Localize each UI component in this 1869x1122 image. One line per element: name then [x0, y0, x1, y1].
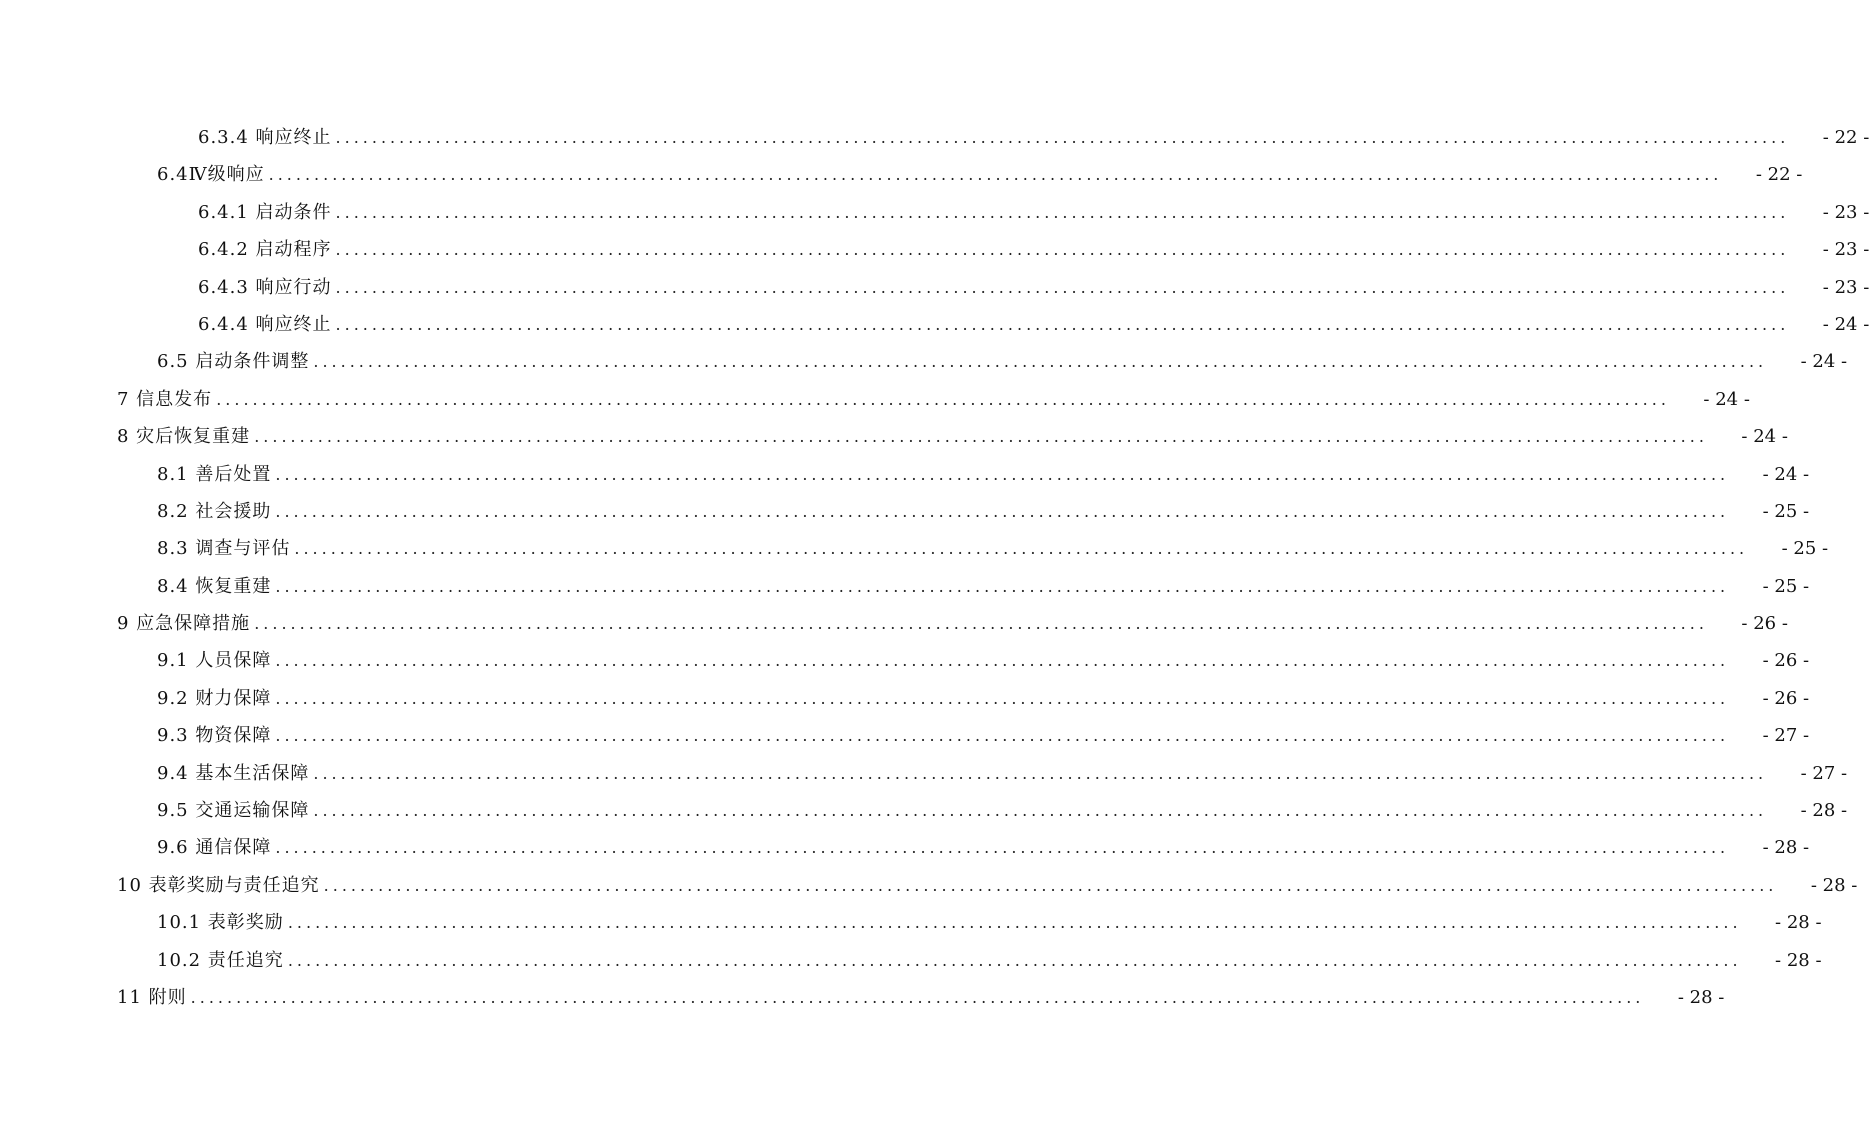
toc-page-number: - 26 - [1741, 613, 1788, 635]
toc-dot-leader: ................................................................................................................................................................ [313, 763, 1768, 783]
toc-entry[interactable] [0, 979, 1725, 1016]
toc-entry-title: 6.5 启动条件调整 [157, 351, 310, 373]
toc-dot-leader: ................................................................................................................................................................ [335, 128, 1790, 147]
toc-entry-title: 9.1 人员保障 [157, 650, 272, 672]
toc-entry[interactable] [0, 269, 1869, 306]
toc-page-number: - 24 - [1800, 351, 1848, 373]
toc-page-number: - 24 - [1741, 426, 1788, 448]
toc-page-number: - 28 - [1810, 874, 1858, 896]
toc-page-number: - 27 - [1800, 762, 1848, 784]
toc-dot-leader: ................................................................................................................................................................ [335, 277, 1790, 297]
toc-entry[interactable] [0, 755, 1848, 792]
toc-entry[interactable] [0, 381, 1750, 418]
toc-entry-title: 7 信息发布 [117, 388, 213, 410]
toc-entry-title: 6.4.1 启动条件 [198, 201, 332, 223]
toc-page-number: - 28 - [1800, 800, 1848, 822]
toc-dot-leader: ................................................................................................................................................................ [275, 726, 1730, 746]
toc-page-number: - 24 - [1822, 313, 1869, 335]
toc-entry[interactable] [0, 231, 1869, 268]
toc-page-number: - 24 - [1762, 463, 1810, 485]
toc-entry-title: 6.4.4 响应终止 [198, 313, 332, 335]
toc-page-number: - 28 - [1775, 949, 1822, 971]
toc-page-number: - 25 - [1781, 538, 1829, 560]
toc-entry-title: 9.2 财力保障 [157, 687, 272, 709]
toc-dot-leader: ................................................................................................................................................................ [313, 801, 1768, 821]
toc-entry-title: 9.3 物资保障 [157, 725, 272, 747]
toc-dot-leader: ................................................................................................................................................................ [335, 202, 1790, 222]
toc-entry[interactable] [0, 867, 1858, 904]
toc-page-number: - 25 - [1762, 500, 1810, 522]
toc-entry[interactable] [0, 306, 1869, 343]
toc-page-number: - 23 - [1822, 201, 1869, 223]
toc-entry[interactable] [0, 493, 1810, 530]
toc-entry[interactable] [0, 530, 1829, 567]
toc-entry-title: 9.6 通信保障 [157, 837, 272, 859]
toc-entry[interactable] [0, 456, 1810, 493]
toc-entry-title: 6.4.3 响应行动 [198, 276, 332, 298]
toc-entry[interactable] [0, 156, 1803, 193]
toc-entry-title: 9 应急保障措施 [117, 613, 251, 635]
toc-entry[interactable] [0, 418, 1788, 455]
toc-entry-title: 6.4.2 启动程序 [198, 239, 332, 261]
toc-entry[interactable] [0, 343, 1848, 380]
toc-dot-leader: ................................................................................................................................................................ [275, 651, 1730, 671]
toc-entry-title: 8.4 恢复重建 [157, 575, 272, 597]
toc-page-number: - 26 - [1762, 687, 1810, 709]
toc-dot-leader: ................................................................................................................................................................ [254, 614, 1708, 634]
toc-page-number: - 28 - [1775, 912, 1822, 934]
toc-page-number: - 22 - [1822, 127, 1869, 148]
toc-dot-leader: ................................................................................................................................................................ [294, 539, 1749, 559]
toc-entry-title: 8.3 调查与评估 [157, 538, 291, 560]
toc-entry[interactable] [0, 119, 1869, 156]
toc-page-number: - 24 - [1703, 388, 1750, 410]
toc-page-number: - 26 - [1762, 650, 1810, 672]
toc-entry[interactable] [0, 568, 1810, 605]
toc-entry-title: 11 附则 [117, 986, 187, 1008]
toc-entry-title: 8.1 善后处置 [157, 463, 272, 485]
toc-dot-leader: ................................................................................................................................................................ [190, 987, 1645, 1007]
toc-dot-leader: ................................................................................................................................................................ [275, 464, 1730, 484]
toc-dot-leader: ................................................................................................................................................................ [275, 688, 1730, 708]
toc-entry-title: 9.5 交通运输保障 [157, 800, 310, 822]
toc-entry-title: 9.4 基本生活保障 [157, 762, 310, 784]
toc-entry[interactable] [0, 942, 1822, 979]
toc-entry-title: 10.1 表彰奖励 [157, 912, 284, 934]
toc-page-number: - 27 - [1762, 725, 1810, 747]
table-of-contents [0, 119, 1869, 1016]
toc-dot-leader: ................................................................................................................................................................ [287, 950, 1742, 970]
toc-entry-title: 8.2 社会援助 [157, 500, 272, 522]
toc-entry-title: 6.4Ⅳ级响应 [157, 164, 265, 186]
toc-page-number: - 23 - [1822, 239, 1869, 261]
toc-dot-leader: ................................................................................................................................................................ [275, 576, 1730, 596]
toc-entry-title: 6.3.4 响应终止 [198, 127, 332, 148]
toc-dot-leader: ................................................................................................................................................................ [287, 913, 1742, 933]
toc-page-number: - 28 - [1677, 986, 1725, 1008]
toc-entry-title: 10.2 责任追究 [157, 949, 284, 971]
toc-entry-title: 8 灾后恢复重建 [117, 426, 251, 448]
toc-entry[interactable] [0, 680, 1810, 717]
toc-entry[interactable] [0, 904, 1822, 941]
toc-dot-leader: ................................................................................................................................................................ [275, 501, 1730, 521]
toc-page-number: - 22 - [1755, 164, 1803, 186]
toc-entry-title: 10 表彰奖励与责任追究 [117, 874, 320, 896]
toc-page-number: - 25 - [1762, 575, 1810, 597]
toc-dot-leader: ................................................................................................................................................................ [216, 389, 1670, 409]
toc-dot-leader: ................................................................................................................................................................ [335, 240, 1790, 260]
toc-dot-leader: ................................................................................................................................................................ [254, 427, 1708, 447]
toc-entry[interactable] [0, 194, 1869, 231]
toc-dot-leader: ................................................................................................................................................................ [323, 875, 1778, 895]
toc-entry[interactable] [0, 717, 1810, 754]
toc-entry[interactable] [0, 829, 1810, 866]
toc-dot-leader: ................................................................................................................................................................ [275, 838, 1730, 858]
toc-dot-leader: ................................................................................................................................................................ [335, 314, 1790, 334]
toc-entry[interactable] [0, 792, 1848, 829]
toc-entry[interactable] [0, 642, 1810, 679]
toc-dot-leader: ................................................................................................................................................................ [313, 352, 1768, 372]
toc-page-number: - 28 - [1762, 837, 1810, 859]
toc-page-number: - 23 - [1822, 276, 1869, 298]
toc-entry[interactable] [0, 605, 1788, 642]
toc-dot-leader: ................................................................................................................................................................ [268, 165, 1723, 185]
